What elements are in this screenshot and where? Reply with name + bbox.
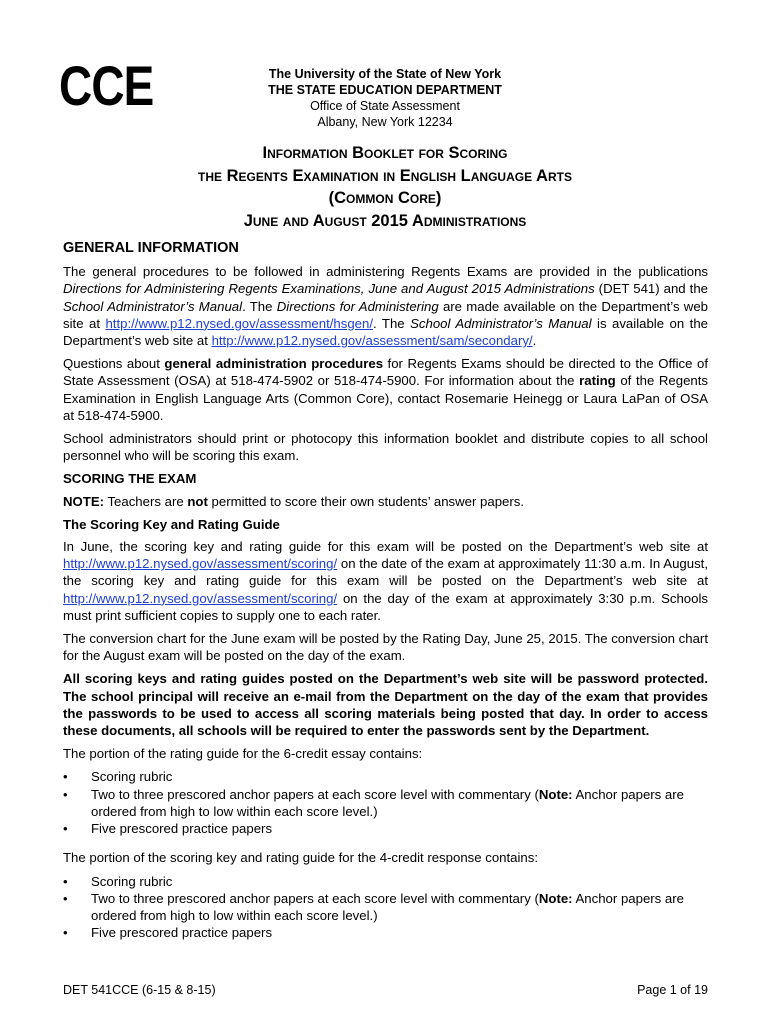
teacher-note [63,493,708,510]
general-procedures-paragraph [63,263,708,349]
text-span: are made available on the Department’s web site at [63,298,708,331]
text-span: (DET 541) and the [594,281,708,297]
essay-intro: The portion of the rating guide for the 6-credit essay contains: [63,746,423,762]
text-span: for Regents Exams should be directed to the Office of State Assessment (OSA) at 518-474-5902 or 518-474-5900. For information about the [63,356,708,389]
list-item [63,786,708,820]
bold-text: not [187,493,208,509]
document-code: DET 541CCE (6-15 & 8-15) [63,983,216,997]
title-line-3: (Common Core) [328,189,442,207]
bold-text: general administration procedures [164,356,384,372]
text-span: Anchor papers are ordered from high to low within each score level.) [91,786,684,819]
department-name: THE STATE EDUCATION DEPARTMENT [268,83,502,97]
publication-title: School Administrator’s Manual [63,298,243,314]
list-item: • Five prescored practice papers [63,924,708,941]
password-notice-paragraph: All scoring keys and rating guides posted on the Department’s web site will be password protected. The school principal will receive an e-mail from the Department on the day of the exam that provides the passwords to be used to access all scoring materials being posted that day. In order to access these documents, all schools will be required to enter the passwords sent by the Department. [63,671,708,739]
agency-header [240,66,530,130]
title-line-1: Information Booklet for Scoring [262,144,508,162]
publication-title: Directions for Administering Regents Examinations, June and August 2015 Administrations [63,281,595,297]
conversion-chart-paragraph: The conversion chart for the June exam will be posted by the Rating Day, June 25, 2015. The conversion chart for the August exam will be posted on the day of the exam. [63,631,708,664]
response-intro: The portion of the scoring key and rating guide for the 4-credit response contains: [63,850,539,866]
hsgen-link[interactable]: http://www.p12.nysed.gov/assessment/hsgen/ [105,315,374,331]
text-span: on the date of the exam at approximately 11:30 a.m. In August, the scoring key and rating guide for this exam will be posted on the Department’s web site at [63,556,708,589]
note-label: NOTE: [63,493,105,509]
list-item [63,890,708,924]
cce-logo: CCE [59,54,154,117]
text-span: The general procedures to be followed in administering Regents Exams are provided in the publications [63,264,708,280]
scoring-key-paragraph [63,538,708,624]
office-address: Albany, New York 12234 [317,115,453,129]
page-footer [63,983,708,997]
text-span: Two to three prescored anchor papers at each score level with commentary ( [91,786,539,802]
scoring-the-exam-heading: SCORING THE EXAM [63,471,197,487]
title-line-4: June and August 2015 Administrations [243,211,527,230]
administrators-paragraph: School administrators should print or photocopy this information booklet and distribute copies to all school personnel who will be scoring this exam. [63,431,708,464]
office-name: Office of State Assessment [310,99,460,113]
bold-text: Note: [538,890,573,906]
text-span: permitted to score their own students’ answer papers. [207,493,525,509]
list-item: • Scoring rubric [63,873,708,890]
bold-text: Note: [538,786,573,802]
publication-title: Directions for Administering [276,298,439,314]
list-item: • Five prescored practice papers [63,820,708,837]
document-body [63,240,708,953]
text-span: In June, the scoring key and rating guide for this exam will be posted on the Department’s web site at [63,539,708,555]
text-span: . The [242,298,277,314]
publication-title: School Administrator’s Manual [410,315,592,331]
text-span: . [532,333,537,349]
general-information-heading: GENERAL INFORMATION [63,240,239,256]
essay-contents-list [63,768,708,837]
bold-text: rating [579,373,616,389]
sam-secondary-link[interactable]: http://www.p12.nysed.gov/assessment/sam/secondary/ [211,333,533,349]
scoring-key-subheading: The Scoring Key and Rating Guide [63,516,280,532]
questions-paragraph [63,355,708,424]
list-item: • Scoring rubric [63,768,708,785]
university-name: The University of the State of New York [268,67,502,81]
response-contents-list [63,873,708,942]
title-line-2: the Regents Examination in English Language Arts [198,166,572,185]
text-span: Teachers are [104,493,188,509]
text-span: Anchor papers are ordered from high to low within each score level.) [91,890,684,923]
scoring-link-june[interactable]: http://www.p12.nysed.gov/assessment/scoring/ [63,556,338,572]
text-span: is available on the Department’s web site at [63,315,708,349]
document-title [40,142,730,232]
text-span: . The [373,315,411,331]
page-number: Page 1 of 19 [637,983,708,997]
text-span: of the Regents Examination in English Language Arts (Common Core), contact Rosemarie Heinegg or Laura LaPan of OSA at 518-474-5900. [63,373,708,423]
text-span: Two to three prescored anchor papers at each score level with commentary ( [91,890,539,906]
scoring-link-august[interactable]: http://www.p12.nysed.gov/assessment/scoring/ [63,590,338,606]
text-span: on the day of the exam at approximately 3:30 p.m. Schools must print sufficient copies to supply one to each rater. [63,590,708,623]
text-span: Questions about [63,356,165,372]
